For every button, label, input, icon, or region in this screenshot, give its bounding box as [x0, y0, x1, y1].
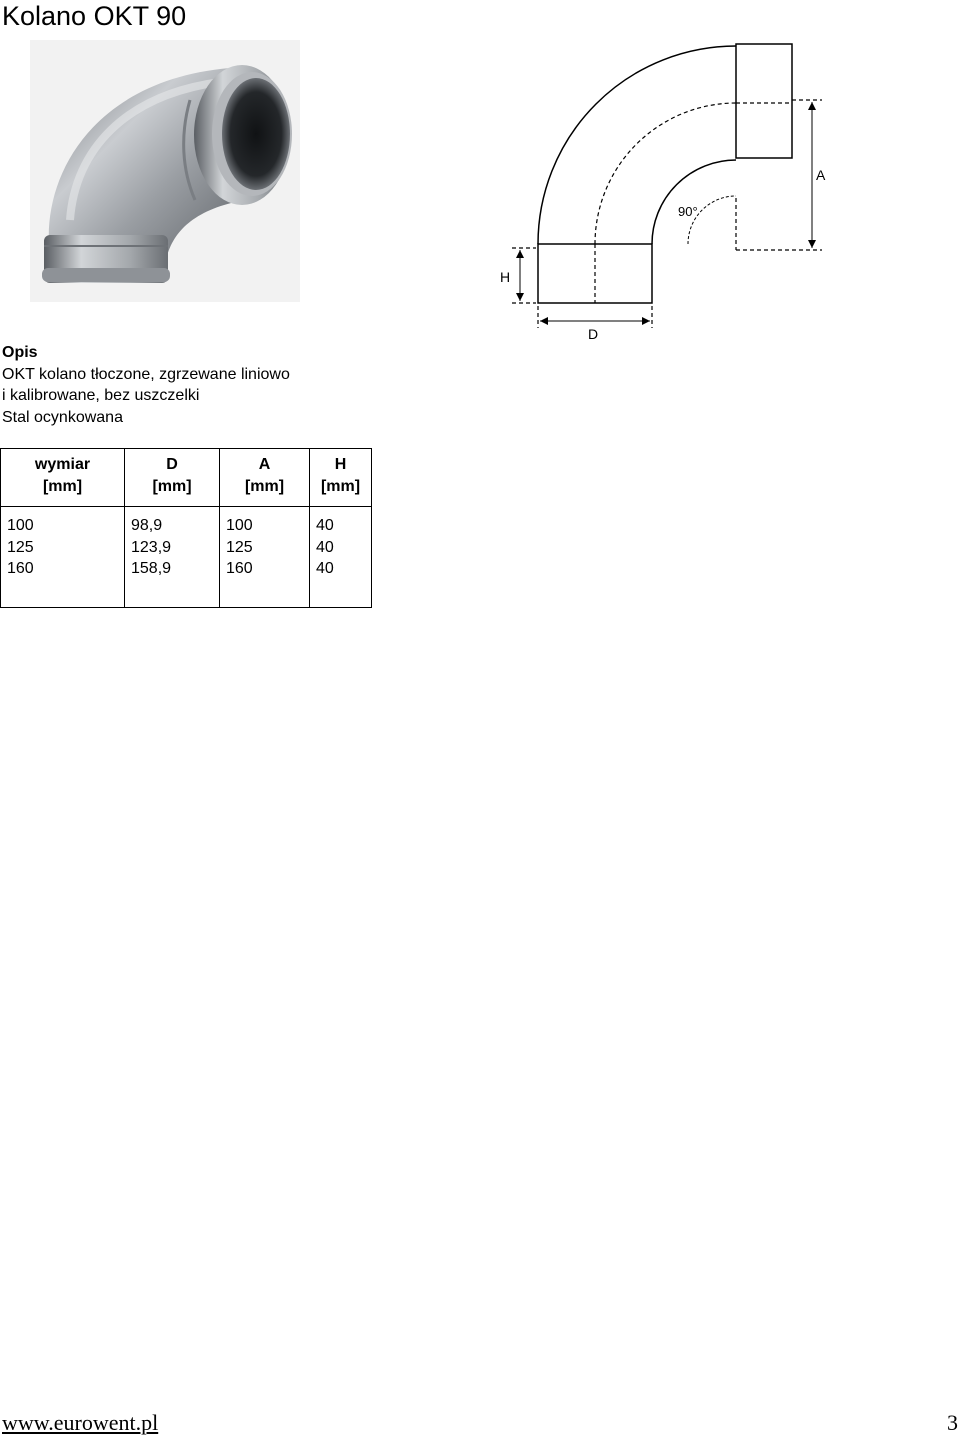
header-label: A — [258, 456, 271, 473]
table-header-row — [1, 449, 372, 507]
cell-value: 98,9 — [131, 517, 163, 534]
label-a: A — [816, 167, 826, 183]
description — [2, 342, 422, 428]
description-line: OKT kolano tłoczone, zgrzewane liniowo — [2, 365, 290, 383]
header-d — [125, 449, 220, 507]
header-label: wymiar — [34, 456, 91, 473]
header-unit: [mm] — [320, 477, 361, 495]
cell-value: 40 — [316, 517, 334, 534]
table-row — [1, 507, 372, 608]
header-label: D — [166, 456, 178, 473]
cell-value: 40 — [316, 538, 334, 556]
cell-value: 125 — [7, 538, 34, 556]
label-h: H — [500, 269, 511, 285]
product-photo — [30, 40, 300, 302]
cell-a — [220, 507, 310, 608]
description-line: Stal ocynkowana — [2, 408, 123, 426]
footer-website-link[interactable]: www.eurowent.pl — [2, 1410, 159, 1435]
header-a — [220, 449, 310, 507]
dimensions-table — [0, 448, 372, 608]
label-angle: 90° — [678, 204, 698, 219]
header-h — [310, 449, 372, 507]
cell-value: 158,9 — [131, 560, 172, 577]
technical-drawing — [490, 38, 850, 348]
description-heading: Opis — [2, 344, 38, 361]
cell-h — [310, 507, 372, 608]
cell-value: 123,9 — [131, 538, 172, 556]
description-line: i kalibrowane, bez uszczelki — [2, 387, 200, 404]
page-title: Kolano OKT 90 — [2, 1, 187, 31]
header-unit: [mm] — [152, 477, 192, 495]
cell-wymiar — [1, 507, 125, 608]
header-unit: [mm] — [244, 477, 285, 495]
header-label: H — [334, 456, 347, 473]
cell-value: 100 — [7, 517, 34, 534]
header-wymiar — [1, 449, 125, 507]
label-d: D — [588, 326, 599, 342]
page-number: 3 — [947, 1410, 958, 1435]
cell-d — [125, 507, 220, 608]
cell-value: 160 — [7, 560, 34, 577]
cell-value: 125 — [226, 538, 253, 556]
cell-value: 160 — [226, 560, 253, 577]
cell-value: 100 — [226, 517, 253, 534]
cell-value: 40 — [316, 560, 334, 577]
header-unit: [mm] — [42, 477, 83, 495]
